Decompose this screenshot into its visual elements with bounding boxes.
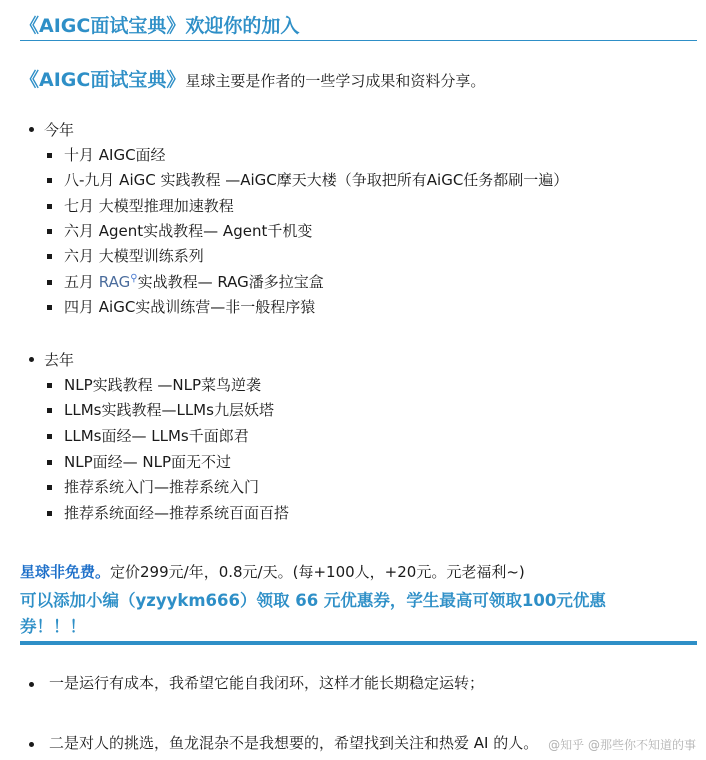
- intro-text: 星球主要是作者的一些学习成果和资料分享。: [185, 72, 486, 90]
- watermark: @知乎 @那些你不知道的事: [548, 738, 696, 752]
- pricing-highlight: 星球非免费。: [20, 563, 111, 581]
- reason-item: 二是对人的挑选，鱼龙混杂不是我想要的，希望找到关注和热爱 AI 的人。: [49, 734, 539, 752]
- bullet-square-icon: [47, 178, 52, 183]
- bullet-square-icon: [47, 434, 52, 439]
- bullet-square-icon: [47, 383, 52, 388]
- bullet-square-icon: [47, 204, 52, 209]
- bullet-square-icon: [47, 305, 52, 310]
- intro-brand: 《AIGC面试宝典》: [20, 69, 186, 91]
- bullet-dot-icon: [29, 357, 34, 362]
- intro-paragraph: [20, 66, 485, 95]
- rag-link[interactable]: RAG: [98, 273, 131, 291]
- bullet-square-icon: [47, 229, 52, 234]
- bullet-square-icon: [47, 280, 52, 285]
- page-title: 《AIGC面试宝典》欢迎你的加入: [20, 15, 300, 37]
- rag-item-suffix: 实战教程— RAG潘多拉宝盒: [137, 273, 324, 291]
- bullet-square-icon: [47, 254, 52, 259]
- bullet-square-icon: [47, 485, 52, 490]
- bullet-square-icon: [47, 153, 52, 158]
- bullet-square-icon: [47, 460, 52, 465]
- coupon-notice: 可以添加小编（yzyykm666）领取 66 元优惠券，学生最高可领取100元优惠券！！！: [20, 591, 606, 636]
- pricing-paragraph: [20, 560, 525, 584]
- title-divider: [20, 40, 697, 41]
- bullet-square-icon: [47, 511, 52, 516]
- bullet-dot-icon: [29, 682, 34, 687]
- search-icon[interactable]: ⚲: [130, 273, 138, 284]
- section-divider: [20, 641, 697, 645]
- reason-item: 一是运行有成本，我希望它能自我闭环，这样才能长期稳定运转；: [49, 674, 485, 692]
- rag-item-prefix: 五月: [64, 273, 95, 291]
- bullet-dot-icon: [29, 127, 34, 132]
- pricing-text: 定价299元/年，0.8元/天。(每+100人，+20元。元老福利~): [110, 563, 525, 581]
- section-label-last-year: 去年: [44, 351, 75, 369]
- section-label-this-year: 今年: [44, 121, 75, 139]
- bullet-dot-icon: [29, 742, 34, 747]
- bullet-square-icon: [47, 408, 52, 413]
